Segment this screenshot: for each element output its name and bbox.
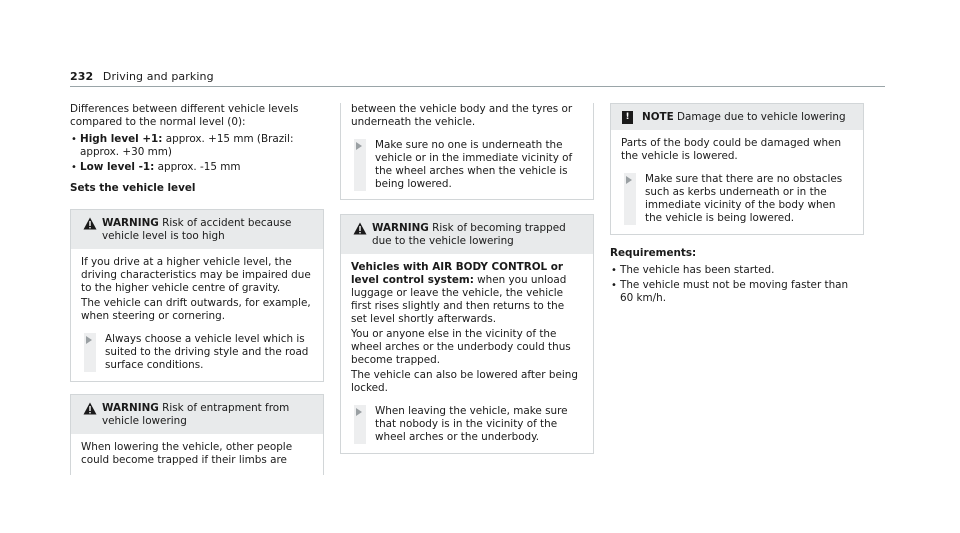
warning-paragraph: When lowering the vehicle, other people could become trapped if their limbs are: [81, 441, 293, 466]
step-text: When leaving the vehicle, make sure that nobody is in the vicinity of the wheel arches or the underbody.: [375, 405, 568, 443]
warning-title: WARNING: [102, 402, 159, 414]
list-item-text: The vehicle has been started.: [620, 264, 775, 276]
warning-header: [71, 210, 323, 249]
column-1: [70, 103, 324, 475]
note-title: NOTE: [642, 111, 674, 123]
section-title: Driving and parking: [102, 70, 214, 83]
warning-paragraph: If you drive at a higher vehicle level, the driving characteristics may be impaired due to the higher vehicle centre of gravity.: [81, 256, 311, 294]
note-text: Damage due to vehicle lowering: [673, 111, 846, 123]
warning-triangle-icon: [353, 222, 367, 235]
bullet-icon: •: [611, 280, 617, 291]
section-subheading: Sets the vehicle level: [70, 182, 196, 194]
instruction-step: [81, 333, 313, 372]
note-header: [611, 104, 863, 130]
warning-paragraph: [351, 261, 583, 326]
warning-box-accident: [70, 209, 324, 382]
list-item-text: approx. -15 mm: [154, 161, 241, 173]
step-text: Make sure no one is underneath the vehicle or in the immediate vicinity of the wheel arches when the vehicle is being lowered.: [375, 139, 573, 190]
column-2: [340, 103, 594, 454]
step-arrow-icon: [626, 176, 632, 184]
list-item-label: Low level -1:: [80, 161, 155, 173]
warning-lead-text: when you unload luggage or leave the vehicle, the vehicle first rises slightly and then returns to the set level shortly afterwards.: [351, 274, 567, 325]
requirements-heading: Requirements:: [610, 247, 697, 259]
warning-box-entrapment: [70, 394, 324, 475]
instruction-step: [351, 405, 583, 444]
list-item-text: approx. +15 mm (Brazil: approx. +30 mm): [80, 133, 294, 158]
instruction-step: [621, 173, 853, 225]
warning-title: WARNING: [372, 222, 429, 234]
warning-paragraph: The vehicle can drift outwards, for example, when steering or cornering.: [81, 297, 311, 322]
warning-text: Risk of accident because vehicle level is too high: [102, 217, 292, 242]
note-body: [611, 130, 863, 234]
requirements-list: [610, 264, 864, 305]
warning-header: [71, 395, 323, 434]
warning-text: Risk of becoming trapped due to the vehicle lowering: [372, 222, 566, 247]
list-item: [610, 264, 864, 277]
bullet-icon: •: [71, 162, 77, 173]
bullet-icon: •: [611, 265, 617, 276]
list-item: [70, 161, 324, 174]
note-paragraph: Parts of the body could be damaged when the vehicle is lowered.: [621, 137, 842, 162]
warning-header: [341, 215, 593, 254]
level-list: [70, 133, 324, 174]
warning-body: [71, 434, 323, 476]
warning-box-trapped: [340, 214, 594, 454]
instruction-step: [351, 139, 583, 191]
list-item-label: High level +1:: [80, 133, 163, 145]
warning-triangle-icon: [83, 402, 97, 415]
warning-body: [341, 254, 593, 453]
warning-continuation: [340, 103, 594, 200]
list-item-text: The vehicle must not be moving faster than 60 km/h.: [620, 279, 849, 304]
warning-title: WARNING: [102, 217, 159, 229]
warning-body: [71, 249, 323, 381]
column-3: [610, 103, 864, 307]
intro-text: Differences between different vehicle levels compared to the normal level (0):: [70, 103, 299, 128]
warning-triangle-icon: [83, 217, 97, 230]
step-text: Always choose a vehicle level which is suited to the driving style and the road surface conditions.: [105, 333, 309, 371]
exclamation-icon: !: [622, 111, 633, 124]
warning-paragraph: You or anyone else in the vicinity of the wheel arches or the underbody could thus become trapped.: [351, 328, 571, 366]
warning-lead-bold: Vehicles with AIR BODY CONTROL or level control system:: [351, 261, 564, 286]
step-text: Make sure that there are no obstacles such as kerbs underneath or in the immediate vicinity of the body when the vehicle is being lowered.: [645, 173, 843, 224]
page-header: [70, 70, 214, 83]
warning-paragraph: The vehicle can also be lowered after being locked.: [351, 369, 578, 394]
bullet-icon: •: [71, 134, 77, 145]
step-arrow-icon: [356, 408, 362, 416]
header-divider: [70, 86, 885, 87]
list-item: [70, 133, 324, 159]
warning-text: Risk of entrapment from vehicle lowering: [102, 402, 290, 427]
page-number: 232: [70, 70, 94, 83]
list-item: [610, 279, 864, 305]
step-arrow-icon: [356, 142, 362, 150]
note-box: [610, 103, 864, 235]
step-arrow-icon: [86, 336, 92, 344]
warning-paragraph: between the vehicle body and the tyres or underneath the vehicle.: [351, 103, 573, 128]
